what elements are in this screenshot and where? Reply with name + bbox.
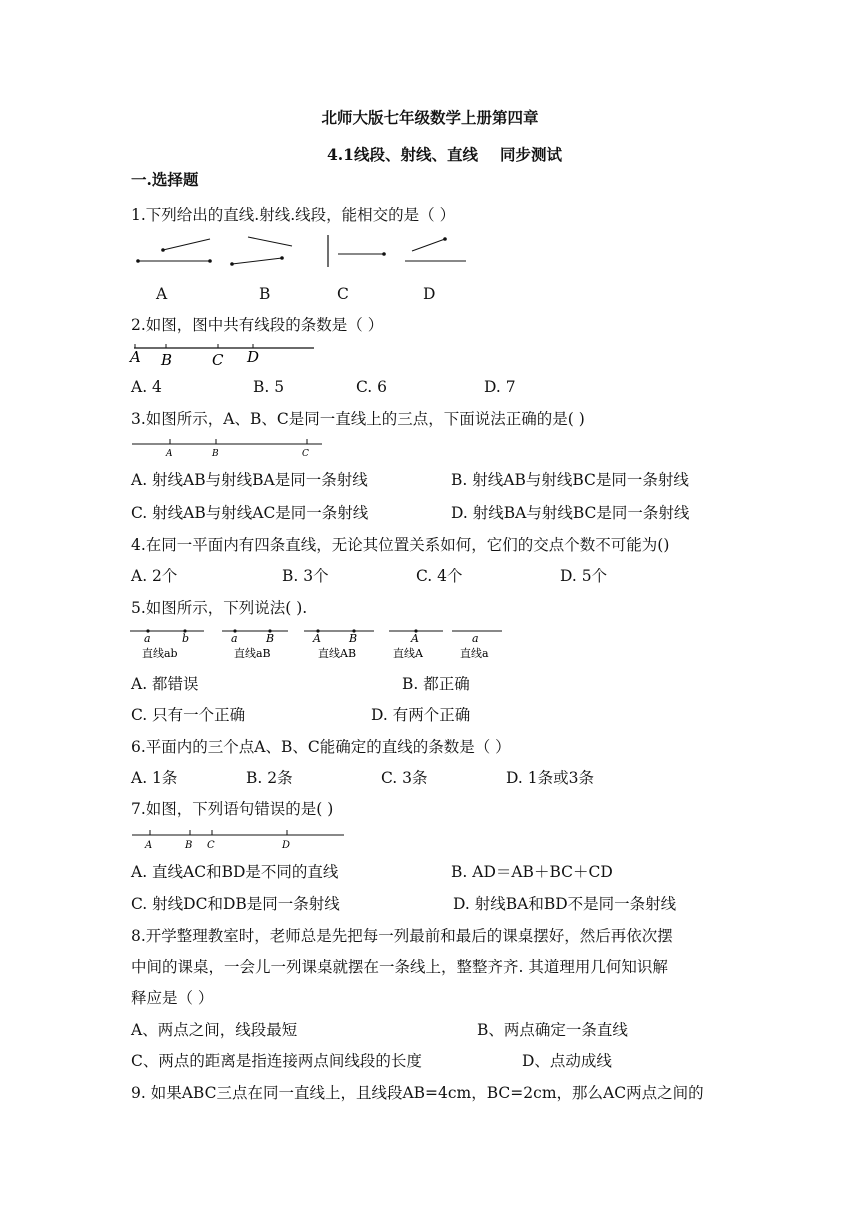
q4-option-c: C. 4个 [416, 567, 463, 585]
q7-option-c: C. 射线DC和DB是同一条射线 [131, 895, 340, 913]
question-1-figure [130, 233, 475, 273]
q6-option-d: D. 1条或3条 [506, 769, 594, 787]
q1-label-a: A [156, 285, 168, 303]
question-5-figure [130, 626, 510, 662]
question-7-stem: 7.如图，下列语句错误的是( ) [131, 800, 334, 818]
q4-option-a: A. 2个 [131, 567, 178, 585]
q5-fig4-point-1: A [411, 632, 419, 645]
q4-option-d: D. 5个 [560, 567, 608, 585]
question-8-line-3: 释应是（ ） [131, 989, 214, 1007]
q5-fig1-point-2: b [182, 632, 190, 645]
q2-point-a: A [130, 348, 141, 366]
q7-point-b: B [185, 840, 193, 851]
question-8-line-2: 中间的课桌，一会儿一列课桌就摆在一条线上，整整齐齐. 其道理用几何知识解 [131, 958, 668, 976]
q7-point-c: C [207, 840, 215, 851]
question-8-line-1: 8.开学整理教室时，老师总是先把每一列最前和最后的课桌摆好，然后再依次摆 [131, 927, 673, 945]
q5-option-a: A. 都错误 [131, 675, 199, 693]
q1-label-b: B [259, 285, 271, 303]
q5-fig5-point-1: a [472, 632, 479, 645]
question-4-stem: 4.在同一平面内有四条直线，无论其位置关系如何，它们的交点个数不可能为() [131, 536, 670, 554]
q5-option-d: D. 有两个正确 [371, 706, 471, 724]
q5-fig4-caption: 直线A [393, 647, 423, 660]
q5-fig1-caption: 直线ab [142, 647, 178, 660]
question-2-stem: 2.如图，图中共有线段的条数是（ ） [131, 316, 384, 334]
q5-fig2-caption: 直线aB [234, 647, 271, 660]
question-1-stem: 1.下列给出的直线.射线.线段，能相交的是（ ） [131, 206, 456, 224]
q7-option-d: D. 射线BA和BD不是同一条射线 [453, 895, 677, 913]
q2-point-c: C [212, 351, 224, 369]
q8-option-b: B、两点确定一条直线 [477, 1021, 628, 1039]
question-5-stem: 5.如图所示，下列说法( ). [131, 599, 308, 617]
page-subtitle: 4.1线段、射线、直线 [327, 145, 478, 164]
question-7-figure [130, 828, 350, 852]
q5-option-c: C. 只有一个正确 [131, 706, 246, 724]
q4-option-b: B. 3个 [282, 567, 329, 585]
q3-option-c: C. 射线AB与射线AC是同一条射线 [131, 504, 369, 522]
q2-point-d: D [247, 348, 260, 366]
q3-option-a: A. 射线AB与射线BA是同一条射线 [131, 471, 368, 489]
q5-fig1-point-1: a [144, 632, 151, 645]
q5-fig3-caption: 直线AB [318, 647, 357, 660]
q3-option-b: B. 射线AB与射线BC是同一条射线 [451, 471, 689, 489]
q1-label-c: C [337, 285, 349, 303]
q7-point-a: A [145, 840, 153, 851]
question-2-figure [130, 340, 320, 368]
q5-fig3-point-1: A [313, 632, 321, 645]
q8-option-d: D、点动成线 [522, 1052, 612, 1070]
q1-label-d: D [423, 285, 436, 303]
q5-fig3-point-2: B [349, 632, 358, 645]
q5-fig2-point-1: a [231, 632, 238, 645]
q5-fig2-point-2: B [266, 632, 275, 645]
q3-point-c: C [302, 449, 309, 459]
q3-option-d: D. 射线BA与射线BC是同一条射线 [451, 504, 690, 522]
question-6-stem: 6.平面内的三个点A、B、C能确定的直线的条数是（ ） [131, 738, 511, 756]
q2-option-a: A. 4 [131, 378, 162, 396]
q5-fig5-caption: 直线a [460, 647, 489, 660]
q6-option-c: C. 3条 [381, 769, 428, 787]
q8-option-c: C、两点的距离是指连接两点间线段的长度 [131, 1052, 422, 1070]
q7-option-b: B. AD＝AB＋BC＋CD [451, 863, 613, 881]
q7-point-d: D [282, 840, 291, 851]
question-9-stem: 9. 如果ABC三点在同一直线上，且线段AB=4cm，BC=2cm，那么AC两点之间的 [131, 1084, 704, 1102]
q7-option-a: A. 直线AC和BD是不同的直线 [131, 863, 339, 881]
q6-option-a: A. 1条 [131, 769, 178, 787]
q2-option-b: B. 5 [253, 378, 285, 396]
q5-option-b: B. 都正确 [402, 675, 470, 693]
q8-option-a: A、两点之间，线段最短 [131, 1021, 298, 1039]
page-subtitle-suffix: 同步测试 [500, 145, 563, 164]
page-title: 北师大版七年级数学上册第四章 [321, 108, 539, 127]
q3-point-a: A [166, 449, 173, 459]
q2-option-c: C. 6 [356, 378, 388, 396]
question-3-stem: 3.如图所示，A、B、C是同一直线上的三点，下面说法正确的是( ) [131, 410, 585, 428]
q6-option-b: B. 2条 [246, 769, 293, 787]
question-3-figure [130, 436, 330, 460]
q3-point-b: B [212, 449, 219, 459]
section-heading: 一.选择题 [131, 170, 199, 189]
q2-option-d: D. 7 [484, 378, 516, 396]
q2-point-b: B [161, 351, 173, 369]
